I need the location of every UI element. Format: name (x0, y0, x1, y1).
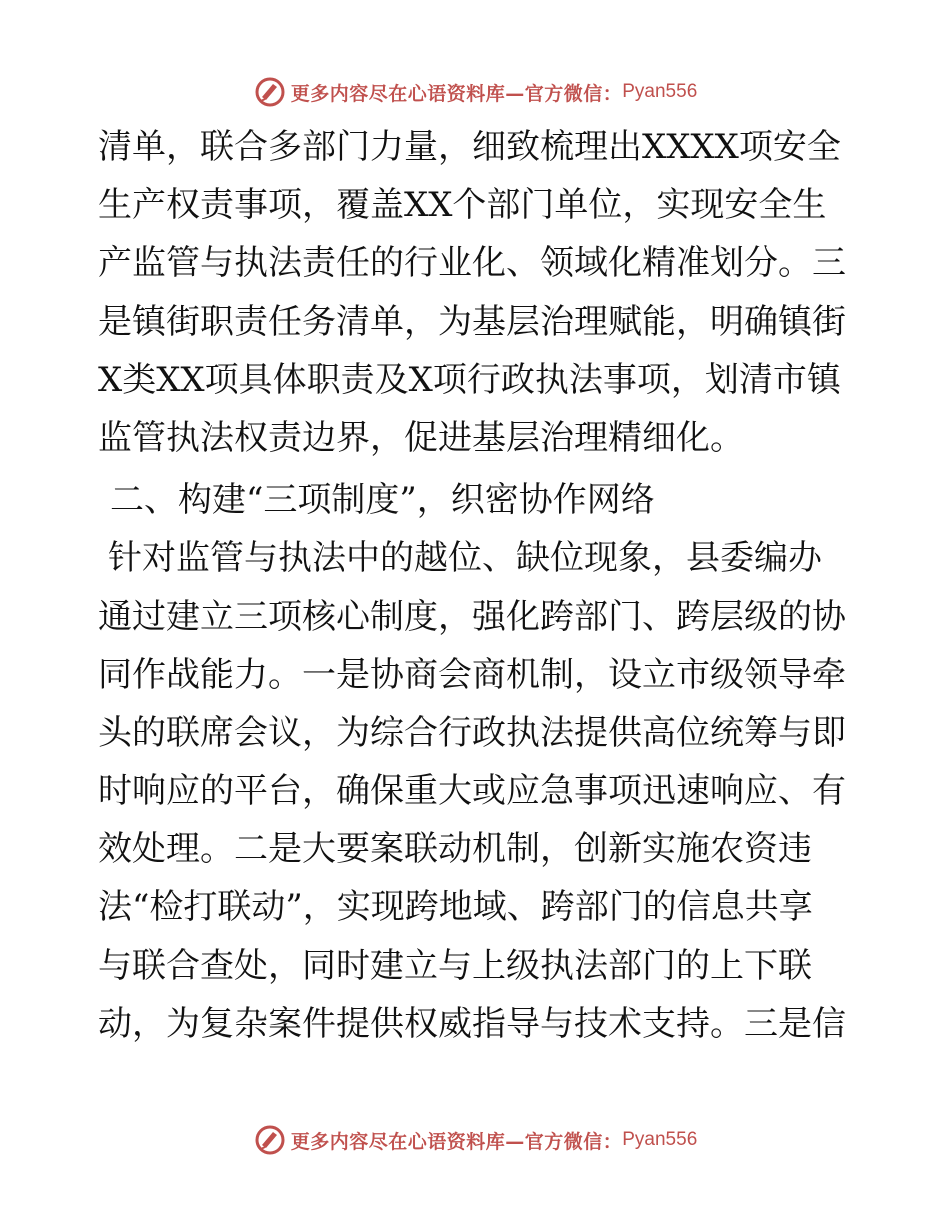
banner-wechat-id: Pyan556 (622, 81, 698, 102)
text-line: 生产权责事项，覆盖XX个部门单位，实现安全生 (98, 185, 827, 226)
text-line: 产监管与执法责任的行业化、领域化精准划分。三 (98, 243, 846, 284)
logo-icon (253, 75, 287, 109)
paragraph-2 (98, 529, 850, 1053)
text-line: 同作战能力。一是协商会商机制，设立市级领导牵 (98, 654, 846, 695)
header-watermark-banner (0, 72, 950, 112)
text-line: 效处理。二是大要案联动机制，创新实施农资违 (98, 829, 812, 870)
text-line: 通过建立三项核心制度，强化跨部门、跨层级的协 (98, 596, 846, 637)
footer-watermark-banner (0, 1120, 950, 1160)
text-line: 是镇街职责任务清单，为基层治理赋能，明确镇街 (98, 301, 846, 342)
text-line: 监管执法权责边界，促进基层治理精细化。 (98, 417, 744, 458)
text-line: X类XX项具体职责及X项行政执法事项，划清市镇 (98, 359, 841, 400)
text-line: 时响应的平台，确保重大或应急事项迅速响应、有 (98, 771, 846, 812)
logo-icon (253, 1123, 287, 1157)
banner-text: 更多内容尽在心语资料库—官方微信： (290, 82, 623, 105)
banner-text: 更多内容尽在心语资料库—官方微信： (290, 1130, 623, 1153)
text-line: 动，为复杂案件提供权威指导与技术支持。三是信 (98, 1003, 846, 1044)
section-heading: 二、构建“三项制度”，织密协作网络 (110, 480, 655, 521)
text-line: 法“检打联动”，实现跨地域、跨部门的信息共享 (98, 887, 813, 928)
paragraph-1 (98, 118, 850, 467)
banner-wechat-id: Pyan556 (622, 1129, 698, 1150)
text-line: 针对监管与执法中的越位、缺位现象，县委编办 (108, 538, 822, 579)
text-line: 头的联席会议，为综合行政执法提供高位统筹与即 (98, 712, 846, 753)
text-line: 清单，联合多部门力量，细致梳理出XXXX项安全 (98, 127, 841, 167)
document-body (98, 118, 850, 1053)
text-line: 与联合查处，同时建立与上级执法部门的上下联 (98, 945, 812, 986)
